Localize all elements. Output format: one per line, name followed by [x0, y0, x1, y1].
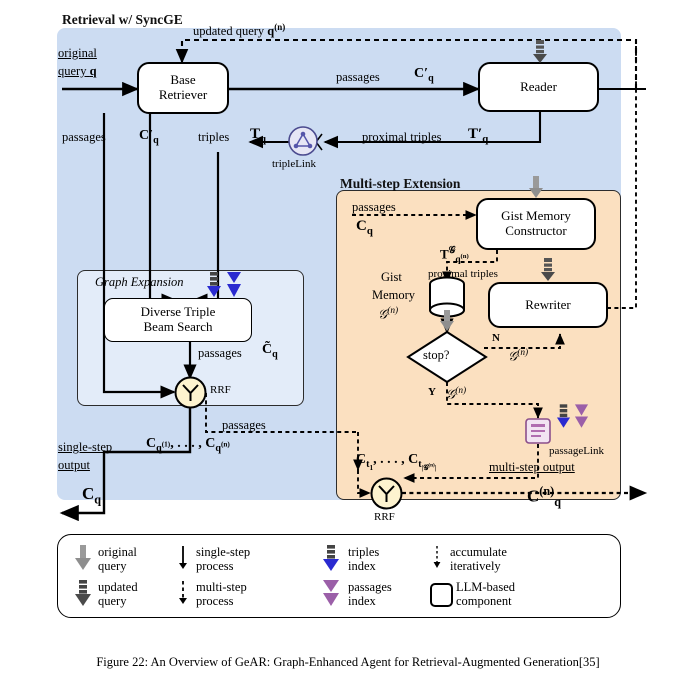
edge-proximal-triples-top: proximal triples	[362, 130, 442, 144]
node-beam-search-label: Diverse Triple Beam Search	[140, 304, 216, 334]
label-single-step-output-2: output	[58, 458, 90, 472]
original-query-icon-stop	[439, 310, 455, 332]
triple-link-icon	[286, 124, 320, 158]
edge-g-n-yes: 𝒢$^{(n)}$	[446, 386, 467, 402]
legend-icon-llm-component	[430, 583, 453, 607]
legend-label-passages-index: passages index	[348, 580, 392, 608]
legend-label-original-query: original query	[98, 545, 137, 573]
node-stop-label: stop?	[423, 348, 450, 362]
edge-passages-left-var: $C'_q$	[139, 128, 159, 146]
edge-passages-tilde-var: $C̃_q$	[262, 342, 278, 360]
node-reader-label: Reader	[520, 78, 557, 94]
legend-icon-multi-step-process	[176, 581, 190, 605]
node-rrf-left[interactable]	[174, 376, 207, 409]
node-rrf-bottom[interactable]	[370, 477, 403, 510]
label-gist-memory-var: 𝒢$^{(n)}$	[378, 306, 399, 322]
triple-link-label: tripleLink	[272, 158, 316, 170]
edge-passages-bottom: passages	[222, 418, 266, 432]
legend-icon-triples-index	[322, 545, 340, 572]
edge-proximal-triples-top-var: $T'_q$	[468, 126, 489, 145]
label-gist-memory-1: Gist	[381, 270, 402, 284]
legend-label-single-step-process: single-step process	[196, 545, 251, 573]
edge-updated-query: updated query $q^{(n)}$	[193, 22, 286, 39]
passages-index-icon-passagelink	[574, 404, 589, 429]
edge-updated-query-var: $q^{(n)}$	[267, 22, 286, 39]
node-reader[interactable]	[478, 62, 599, 112]
edge-original-query-line1: original	[58, 46, 97, 60]
edge-passages-top-var: $C'_q$	[414, 66, 434, 84]
updated-query-icon-rewriter	[540, 258, 556, 282]
triples-index-icon-passagelink	[556, 404, 571, 429]
panel-graph-expansion-title: Graph Expansion	[95, 275, 184, 289]
figure-caption: Figure 22: An Overview of GeAR: Graph-Enhanced Agent for Retrieval-Augmented Generation[35]	[96, 655, 600, 669]
edge-passages-to-gist: passages	[352, 200, 396, 214]
legend-icon-original-query	[74, 545, 92, 571]
edge-original-query-line2: query q	[58, 64, 97, 78]
node-diverse-triple-beam-search[interactable]	[104, 298, 252, 342]
label-multi-step-output-var: $C^{(n)}_q$	[527, 484, 562, 510]
edge-accumulated-left: $C_{q^{(1)}}$, . . . , $C_{q^{(n)}}$	[146, 436, 230, 454]
panel-multistep-title: Multi-step Extension	[340, 176, 461, 191]
label-gist-memory-2: Memory	[372, 288, 416, 302]
node-base-retriever[interactable]	[137, 62, 229, 114]
legend-icon-single-step-process	[176, 546, 190, 570]
original-query-icon-gist	[528, 176, 544, 199]
legend-label-accumulate-iteratively: accumulate iteratively	[450, 545, 507, 573]
edge-passages-top: passages	[336, 70, 380, 84]
edge-accumulated-bottom: $C_{t_1}$, . . . , $C_{t_{|𝒢^{(n)}|}}$	[356, 452, 437, 472]
updated-query-icon-reader	[532, 40, 548, 64]
triples-index-icon-beam	[206, 272, 222, 298]
legend-icon-updated-query	[74, 580, 92, 607]
passage-link-label: passageLink	[549, 445, 604, 457]
edge-triples: triples	[198, 130, 230, 144]
edge-tq-gist-var: $T^𝒢_{q^{(n)}}$	[440, 246, 469, 265]
legend-icon-accumulate-iteratively	[430, 546, 444, 570]
legend-icon-passages-index	[322, 580, 340, 607]
label-multi-step-output: multi-step output	[489, 460, 575, 474]
legend-label-multi-step-process: multi-step process	[196, 580, 247, 608]
node-rewriter-label: Rewriter	[525, 296, 571, 312]
edge-proximal-triples-mid: proximal triples	[428, 268, 498, 280]
node-rrf-left-label: RRF	[210, 384, 231, 396]
label-single-step-output-1: single-step	[58, 440, 113, 454]
edge-passages-to-gist-var: $C_q$	[356, 218, 373, 237]
legend-label-triples-index: triples index	[348, 545, 380, 573]
label-single-step-output-var: $C_q$	[82, 484, 102, 507]
edge-passages-tilde: passages	[198, 346, 242, 360]
passage-link-icon	[522, 416, 554, 446]
passages-index-icon-beam	[226, 272, 242, 298]
legend-label-llm-component: LLM-based component	[456, 580, 516, 608]
edge-branch-yes: Y	[428, 386, 436, 398]
edge-branch-no: N	[492, 332, 500, 344]
node-rrf-bottom-label: RRF	[374, 511, 395, 523]
node-gist-memory-constructor[interactable]	[476, 198, 596, 250]
legend-label-updated-query: updated query	[98, 580, 138, 608]
panel-retrieval-title: Retrieval w/ SyncGE	[62, 12, 183, 27]
node-rewriter[interactable]	[488, 282, 608, 328]
edge-g-n-no: 𝒢$^{(n)}$	[508, 348, 529, 364]
edge-triples-var: $T_q$	[250, 126, 267, 145]
node-gist-memory-constructor-label: Gist Memory Constructor	[501, 208, 571, 238]
edge-passages-left: passages	[62, 130, 106, 144]
node-base-retriever-label: Base Retriever	[158, 72, 208, 102]
